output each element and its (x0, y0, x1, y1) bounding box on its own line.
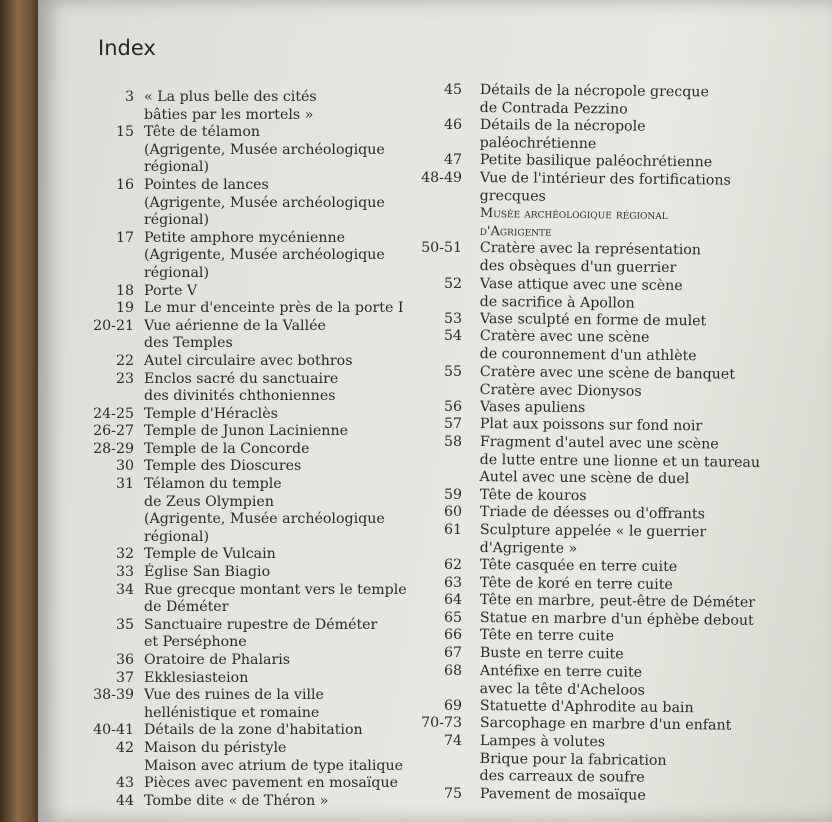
index-entry (404, 698, 784, 716)
entry-description: Tête de koré en terre cuite (479, 574, 673, 593)
index-entry (404, 276, 784, 311)
page-number: 34 (115, 581, 134, 598)
index-entry (404, 399, 784, 417)
entry-description: Détails de la nécropole paléochrétienne (479, 117, 646, 153)
entry-description: Rue grecque montant vers le temple de Déméter (144, 581, 407, 616)
index-entry (404, 364, 784, 399)
index-entry (404, 82, 784, 117)
entry-description: Cratère avec la représentation des obsèques d'un guerrier (479, 240, 702, 276)
entry-description: Musée archéologique régional d'Agrigente (479, 206, 668, 240)
entry-description: Fragment d'autel avec une scène de lutte entre une lionne et un taureau Autel avec une scène de duel (479, 433, 761, 488)
page-number: 31 (115, 476, 134, 493)
entry-description: Sanctuaire rupestre de Déméter et Perséphone (144, 616, 378, 651)
page-number: 42 (115, 739, 134, 756)
entry-description: Vases apuliens (479, 398, 586, 416)
entry-description: Cratère avec une scène de couronnement d'un athlète (479, 328, 697, 365)
index-entry (404, 434, 784, 487)
index-entry (40, 775, 410, 793)
entry-description: Tête en marbre, peut-être de Déméter (479, 592, 756, 612)
entry-description: Vue des ruines de la ville hellénistique et romaine (144, 687, 324, 721)
index-entry (404, 240, 784, 275)
page-number: 38-39 (93, 687, 134, 704)
page-number: 69 (443, 697, 462, 714)
page-number: 65 (443, 609, 462, 626)
index-entry (404, 557, 784, 575)
index-entry (40, 722, 410, 740)
entry-description: Oratoire de Phalaris (144, 652, 291, 668)
entry-description: Pavement de mosaïque (479, 785, 646, 804)
entry-description: Tête en terre cuite (479, 627, 615, 645)
page-number: 64 (443, 592, 462, 609)
page-number: 44 (115, 792, 134, 809)
page-number: 62 (443, 557, 462, 574)
entry-description: Temple de Vulcain (144, 546, 276, 563)
entry-description: Maison du péristyle Maison avec atrium de type italique (144, 739, 403, 774)
entry-description: Temple d'Héraclès (144, 405, 278, 422)
page-number: 58 (443, 433, 462, 450)
index-entry (40, 564, 410, 582)
page-number: 43 (115, 775, 134, 792)
page-number: 17 (115, 229, 134, 246)
index-entry (40, 793, 410, 811)
index-left-column (40, 89, 410, 810)
index-entry (40, 406, 410, 424)
page-number: 28-29 (93, 440, 134, 457)
page-number: 68 (443, 662, 462, 679)
page-number: 47 (443, 152, 462, 169)
index-entry (40, 546, 410, 564)
entry-description: « La plus belle des cités bâties par les mortels » (144, 89, 317, 123)
entry-description: Détails de la zone d'habitation (144, 722, 363, 739)
page-number: 46 (443, 117, 462, 134)
entry-description: Ekklesiasteion (144, 669, 249, 686)
entry-description: Cratère avec une scène de banquet Cratère avec Dionysos (479, 363, 736, 399)
index-entry (40, 353, 410, 371)
entry-description: Petite basilique paléochrétienne (479, 152, 713, 171)
page-number: 3 (124, 89, 134, 105)
index-entry (404, 311, 784, 329)
page-number: 20-21 (93, 317, 134, 334)
index-entry (40, 458, 410, 476)
page-number: 50-51 (421, 240, 462, 257)
page-number: 53 (443, 310, 462, 327)
entry-description: Petite amphore mycénienne (Agrigente, Musée archéologique régional) (144, 229, 385, 281)
entry-description: Antéfixe en terre cuite avec la tête d'Acheloos (479, 662, 645, 698)
entry-description: Temple des Dioscures (144, 458, 302, 475)
index-entry (404, 170, 784, 205)
page-number: 48-49 (421, 169, 462, 186)
page-number: 60 (443, 504, 462, 521)
entry-description: Buste en terre cuite (479, 645, 624, 663)
page-number: 54 (443, 328, 462, 345)
page-number: 19 (115, 300, 134, 317)
page-title: Index (98, 36, 156, 60)
index-entry (404, 575, 784, 593)
entry-description: Plat aux poissons sur fond noir (479, 416, 703, 435)
index-entry (40, 230, 410, 283)
page-number: 33 (115, 564, 134, 581)
index-entry (404, 117, 784, 152)
index-entry (404, 786, 784, 804)
page-number: 30 (115, 458, 134, 475)
index-entry (40, 617, 410, 652)
index-entry (40, 441, 410, 459)
index-entry (404, 152, 784, 170)
index-entry (40, 318, 410, 353)
entry-description: Le mur d'enceinte près de la porte I (144, 300, 404, 317)
index-entry (40, 283, 410, 301)
page-number: 75 (443, 785, 462, 802)
page-number: 66 (443, 627, 462, 644)
index-entry (404, 645, 784, 663)
index-entry (404, 627, 784, 645)
page-number: 24-25 (93, 405, 134, 422)
index-entry (404, 487, 784, 505)
entry-description: Sculpture appelée « le guerrier d'Agrigente » (479, 521, 707, 557)
page-number: 52 (443, 275, 462, 292)
page-number: 36 (115, 652, 134, 668)
page-number: 37 (115, 669, 134, 686)
page-number: 56 (443, 398, 462, 415)
index-entry (40, 371, 410, 406)
index-entry (40, 670, 410, 688)
entry-description: Église San Biagio (144, 564, 271, 581)
page-number: 23 (115, 370, 134, 387)
entry-description: Triade de déesses ou d'offrants (479, 504, 705, 523)
index-entry (404, 205, 784, 240)
index-entry (404, 592, 784, 610)
page-number: 26-27 (93, 423, 134, 440)
index-entry (404, 522, 784, 557)
entry-description: Vue aérienne de la Vallée des Temples (144, 317, 326, 352)
entry-description: Vue de l'intérieur des fortifications grecques (479, 169, 731, 205)
entry-description: Pièces avec pavement en mosaïque (144, 775, 399, 792)
index-entry (404, 504, 784, 522)
page-number: 55 (443, 363, 462, 380)
index-entry (404, 416, 784, 434)
page-number: 32 (115, 546, 134, 563)
index-right-column (404, 82, 784, 803)
index-entry (40, 652, 410, 670)
page-number: 63 (443, 574, 462, 591)
index-entry (404, 733, 784, 786)
entry-description: Détails de la nécropole grecque de Contrada Pezzino (479, 82, 709, 118)
entry-description: Vase sculpté en forme de mulet (479, 310, 707, 330)
page-number: 70-73 (421, 715, 462, 732)
entry-description: Tête de télamon (Agrigente, Musée archéologique régional) (144, 124, 385, 176)
entry-description: Temple de Junon Lacinienne (144, 423, 348, 440)
entry-description: Autel circulaire avec bothros (144, 352, 353, 369)
page-number: 35 (115, 616, 134, 633)
entry-description: Temple de la Concorde (144, 440, 310, 457)
index-entry (40, 423, 410, 441)
page-number: 67 (443, 645, 462, 661)
entry-description: Statue en marbre d'un éphèbe debout (479, 609, 754, 629)
entry-description: Télamon du temple de Zeus Olympien (Agrigente, Musée archéologique régional) (144, 476, 385, 545)
index-entry (404, 328, 784, 363)
entry-description: Sarcophage en marbre d'un enfant (479, 715, 732, 735)
index-entry (40, 476, 410, 546)
page-number: 61 (443, 521, 462, 538)
entry-description: Statuette d'Aphrodite au bain (479, 697, 694, 717)
page-number: 74 (443, 732, 462, 749)
page-number: 59 (443, 486, 462, 503)
index-entry (404, 715, 784, 733)
entry-description: Tête de kouros (479, 486, 587, 504)
entry-description: Tombe dite « de Théron » (144, 792, 329, 809)
index-entry (40, 300, 410, 318)
entry-description: Vase attique avec une scène de sacrifice à Apollon (479, 275, 683, 311)
entry-description: Pointes de lances (Agrigente, Musée archéologique régional) (144, 176, 385, 229)
page-number: 15 (115, 124, 134, 141)
index-entry (404, 663, 784, 698)
index-entry (40, 124, 410, 177)
index-entry (40, 177, 410, 230)
page-number: 45 (443, 82, 462, 98)
index-entry (40, 89, 410, 124)
page-number: 40-41 (93, 722, 134, 739)
page-number: 57 (443, 416, 462, 433)
index-entry (40, 582, 410, 617)
entry-description: Enclos sacré du sanctuaire des divinités chthoniennes (144, 370, 339, 405)
index-entry (404, 610, 784, 628)
entry-description: Tête casquée en terre cuite (479, 557, 678, 576)
page-number: 18 (115, 282, 134, 299)
entry-description: Lampes à volutes Brique pour la fabrication des carreaux de soufre (479, 732, 667, 786)
page-number: 16 (115, 176, 134, 193)
entry-description: Porte V (144, 282, 198, 299)
index-entry (40, 740, 410, 775)
page-number: 22 (115, 352, 134, 369)
index-entry (40, 687, 410, 722)
